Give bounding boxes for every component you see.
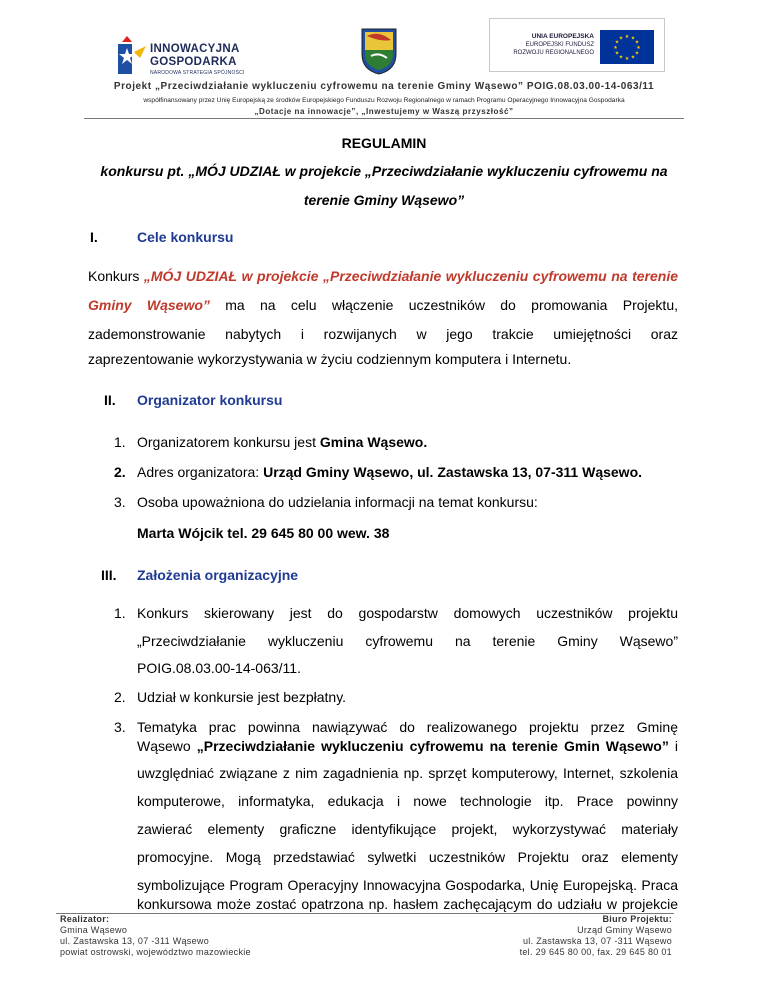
- s3-item3-line3: uwzględniać związane z nim zagadnienia np. sprzęt komputerowy, Internet, szkolenia: [137, 765, 678, 781]
- s1-line4: zaprezentowanie wykorzystywania w życiu codziennym komputera i Internetu.: [88, 351, 572, 367]
- s3-item3-line5: zawierać elementy graficzne identyfikujące projekt, wykorzystywać materiały: [137, 821, 678, 837]
- s3-item3-line7: symbolizujące Program Operacyjny Innowacyjna Gospodarka, Unię Europejską. Praca: [137, 877, 678, 893]
- s2-item1-bold: Gmina Wąsewo.: [319, 434, 428, 450]
- s1-line1-red: „MÓJ UDZIAŁ w projekcie „Przeciwdziałanie wykluczeniu cyfrowemu na terenie: [143, 268, 679, 284]
- svg-text:★: ★: [614, 50, 620, 57]
- header-project-line: Projekt „Przeciwdziałanie wykluczeniu cyfrowemu na terenie Gminy Wąsewo” POIG.08.03.00-14-063/11: [113, 81, 655, 92]
- s3-item3-line4: komputerowe, informatyka, edukacja i nowe technologie itp. Prace powinny: [137, 793, 678, 809]
- s1-line2-red: Gminy Wąsewo”: [88, 297, 210, 313]
- footer-left-label: Realizator:: [60, 914, 110, 924]
- s2-item1: [137, 434, 427, 450]
- s3-item1-line2: „Przeciwdziałanie wykluczeniu cyfrowemu na terenie Gminy Wąsewo”: [137, 633, 678, 649]
- svg-text:★: ★: [618, 35, 624, 42]
- section-1-title: Cele konkursu: [137, 229, 234, 245]
- s3-item3-line6: promocyjne. Mogą przedstawiać sylwetki uczestników Projektu oraz elementy: [137, 849, 678, 865]
- s1-line3: zademonstrowanie nabytych i rozwijanych w jego trakcie umiejętności oraz: [88, 326, 678, 342]
- svg-text:★: ★: [624, 34, 630, 40]
- s1-line2: [88, 292, 678, 318]
- footer-right-label: Biuro Projektu:: [602, 914, 672, 924]
- s3-item3-line2-bold: „Przeciwdziałanie wykluczeniu cyfrowemu na terenie Gmin Wąsewo”: [196, 738, 669, 754]
- s3-item1-number: 1.: [114, 605, 126, 621]
- svg-text:★: ★: [618, 54, 624, 61]
- section-3-title: Założenia organizacyjne: [137, 567, 299, 583]
- svg-text:★: ★: [630, 35, 636, 42]
- footer-left-line2: ul. Zastawska 13, 07 -311 Wąsewo: [60, 936, 209, 946]
- svg-text:★: ★: [636, 45, 641, 51]
- svg-text:★: ★: [613, 45, 618, 51]
- ig-logo-line2: GOSPODARKA: [150, 56, 237, 68]
- s3-item3-line2-pre: Wąsewo: [137, 738, 197, 754]
- s2-item1-number: 1.: [114, 434, 126, 450]
- eu-flag-icon: [600, 30, 654, 64]
- ig-star-icon: [118, 34, 148, 78]
- ig-logo-line3: NARODOWA STRATEGIA SPÓJNOŚCI: [150, 70, 245, 76]
- svg-text:★: ★: [630, 54, 636, 61]
- innowacyjna-gospodarka-logo: [118, 34, 268, 78]
- ig-logo-line1: INNOWACYJNA: [150, 43, 240, 55]
- footer-right-line3: tel. 29 645 80 00, fax. 29 645 80 01: [519, 947, 672, 957]
- footer-right-line1: Urząd Gminy Wąsewo: [577, 925, 672, 935]
- s2-contact: Marta Wójcik tel. 29 645 80 00 wew. 38: [137, 525, 390, 541]
- s3-item2-text: Udział w konkursie jest bezpłatny.: [137, 689, 347, 705]
- doc-title: REGULAMIN: [341, 135, 427, 151]
- s2-item2-bold: Urząd Gminy Wąsewo, ul. Zastawska 13, 07-311 Wąsewo.: [263, 464, 643, 480]
- svg-text:★: ★: [634, 50, 640, 57]
- doc-subtitle-line2: terenie Gminy Wąsewo”: [303, 192, 465, 208]
- eu-logo-line3: ROZWOJU REGIONALNEGO: [513, 50, 594, 56]
- s3-item1-line3: POIG.08.03.00-14-063/11.: [137, 660, 301, 676]
- s3-item1-line1: Konkurs skierowany jest do gospodarstw domowych uczestników projektu: [137, 605, 678, 621]
- header-funding-line: współfinansowany przez Unię Europejską ze środków Europejskiego Funduszu Rozwoju Regionalnego w ramach Programu Operacyjnego Innowacyjna Gospodarka: [143, 97, 625, 104]
- eu-logo-line1: UNIA EUROPEJSKA: [531, 33, 594, 40]
- s2-item2: [137, 464, 642, 480]
- s2-item2-number: 2.: [114, 464, 126, 480]
- s2-item1-text: Organizatorem konkursu jest: [137, 434, 320, 450]
- svg-text:★: ★: [614, 39, 620, 46]
- footer-realizator: [60, 914, 251, 958]
- header-slogan: „Dotacje na innowacje”, „Inwestujemy w Waszą przyszłość”: [254, 107, 514, 116]
- s2-item2-text: Adres organizatora:: [137, 464, 264, 480]
- s1-line1-pre: Konkurs: [88, 268, 144, 284]
- s3-item3-line8: konkursowa może zostać opatrzona np. hasłem zachęcającym do udziału w projekcie: [137, 896, 678, 912]
- s1-line2-rest: ma na celu włączenie uczestników do promowania Projektu,: [209, 297, 678, 313]
- header-divider: [84, 118, 684, 119]
- footer-left-line1: Gmina Wąsewo: [60, 925, 128, 935]
- s2-item3-text: Osoba upoważniona do udzielania informacji na temat konkursu:: [137, 494, 538, 510]
- section-2-title: Organizator konkursu: [137, 392, 283, 408]
- eu-logo-line2: EUROPEJSKI FUNDUSZ: [525, 42, 594, 48]
- s3-item3-line2-post: i: [668, 738, 679, 754]
- section-2-number: II.: [104, 392, 116, 408]
- footer-right-line2: ul. Zastawska 13, 07 -311 Wąsewo: [523, 936, 672, 946]
- doc-subtitle-line1: konkursu pt. „MÓJ UDZIAŁ w projekcie „Przeciwdziałanie wykluczeniu cyfrowemu na: [100, 163, 668, 179]
- section-3-number: III.: [101, 567, 117, 583]
- s3-item2-number: 2.: [114, 689, 126, 705]
- s2-item3-number: 3.: [114, 494, 126, 510]
- svg-text:★: ★: [624, 56, 630, 62]
- eu-logo: [489, 18, 665, 72]
- footer-biuro-projektu: [520, 914, 672, 958]
- wasewo-crest-icon: [359, 26, 399, 76]
- section-1-number: I.: [90, 229, 98, 245]
- svg-text:★: ★: [634, 39, 640, 46]
- s3-item3-line1: Tematyka prac powinna nawiązywać do realizowanego projektu przez Gminę: [137, 719, 678, 735]
- s3-item3-line2: [137, 738, 678, 754]
- s3-item3-number: 3.: [114, 719, 126, 735]
- s1-line1: [88, 263, 678, 289]
- footer-left-line3: powiat ostrowski, województwo mazowieckie: [60, 947, 251, 957]
